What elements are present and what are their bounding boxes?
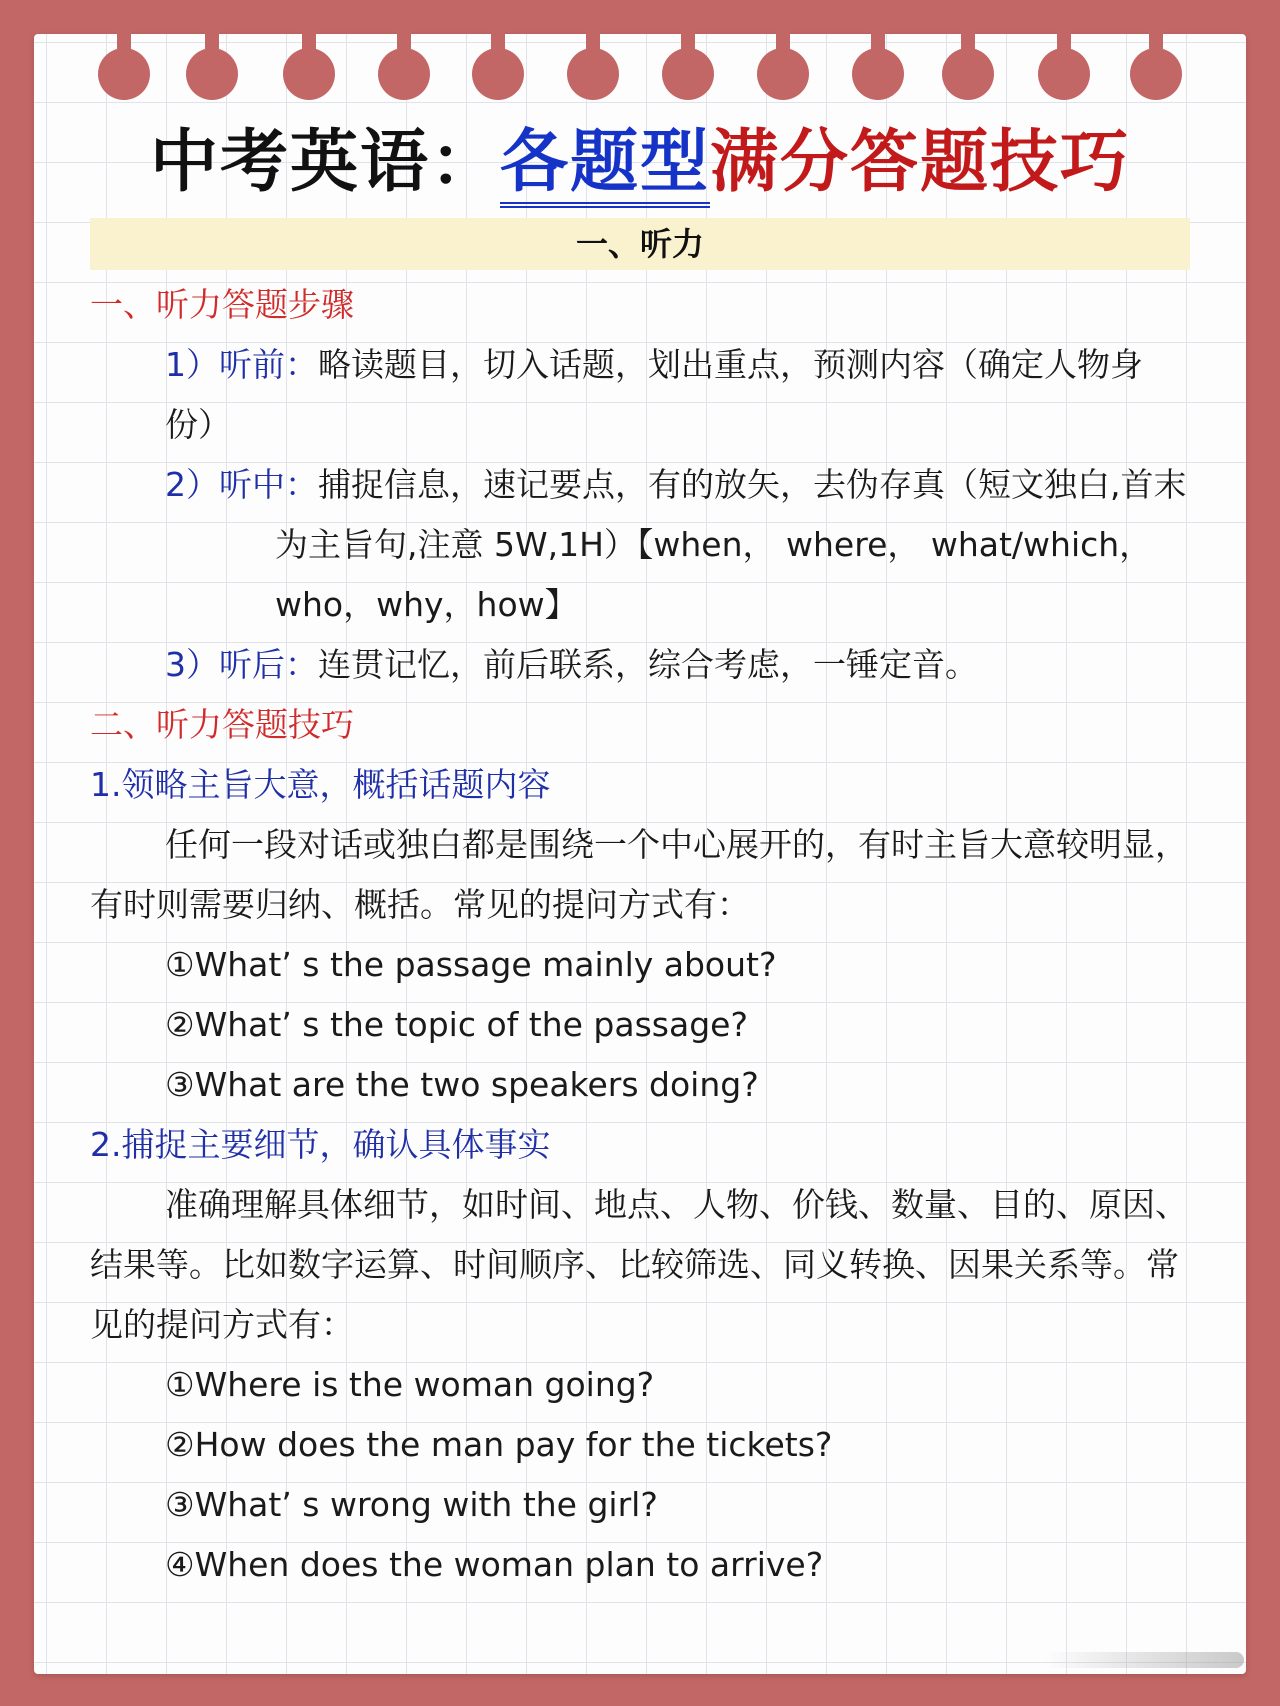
step-before [90,335,1192,455]
step-before-text: 略读题目，切入话题，划出重点，预测内容（确定人物身份） [165,345,1143,444]
skill-2-question: ①Where is the woman going? [165,1365,655,1404]
binder-ring [283,48,335,100]
steps-heading: 一、听力答题步骤 [90,285,354,324]
binder-rings [0,0,1280,120]
step-before-label: 1）听前： [165,345,318,384]
page-title [0,115,1280,211]
skill-1-question: ①What’ s the passage mainly about? [165,945,777,984]
binder-ring [662,48,714,100]
skill-1-text: 任何一段对话或独白都是围绕一个中心展开的，有时主旨大意较明显，有时则需要归纳、概括。常见的提问方式有： [90,825,1188,924]
skill-2-question: ④When does the woman plan to arrive? [165,1545,824,1584]
step-after [90,635,1192,695]
binder-ring [186,48,238,100]
binder-ring [852,48,904,100]
binder-ring [1038,48,1090,100]
section-bar: 一、听力 [90,218,1190,270]
skill-1-title: 1.领略主旨大意，概括话题内容 [90,765,551,804]
binder-ring [757,48,809,100]
step-during [90,455,1192,635]
skill-2-question: ③What’ s wrong with the girl? [165,1485,658,1524]
step-after-text: 连贯记忆，前后联系，综合考虑，一锤定音。 [318,645,978,684]
step-during-text: 捕捉信息，速记要点，有的放矢，去伪存真（短文独白,首末为主旨句,注意 5W,1H）【when， where， what/which，who，why，how】 [275,465,1187,624]
skill-2-question: ②How does the man pay for the tickets? [165,1425,833,1464]
binder-ring [378,48,430,100]
binder-ring [942,48,994,100]
skills-heading: 二、听力答题技巧 [90,705,354,744]
binder-ring [98,48,150,100]
binder-ring [1130,48,1182,100]
skill-1-question: ③What are the two speakers doing? [165,1065,759,1104]
watermark-smudge [1044,1652,1244,1668]
content-body [90,275,1192,1595]
step-after-label: 3）听后： [165,645,318,684]
title-part-red: 满分答题技巧 [710,123,1131,202]
title-part-black: 中考英语： [149,123,500,202]
skill-1-question: ②What’ s the topic of the passage? [165,1005,748,1044]
binder-ring [567,48,619,100]
title-part-blue: 各题型 [500,123,710,208]
skill-2-title: 2.捕捉主要细节，确认具体事实 [90,1125,551,1164]
skill-2-text: 准确理解具体细节，如时间、地点、人物、价钱、数量、目的、原因、结果等。比如数字运算、时间顺序、比较筛选、同义转换、因果关系等。常见的提问方式有： [90,1185,1188,1344]
binder-ring [472,48,524,100]
step-during-label: 2）听中： [165,465,318,504]
